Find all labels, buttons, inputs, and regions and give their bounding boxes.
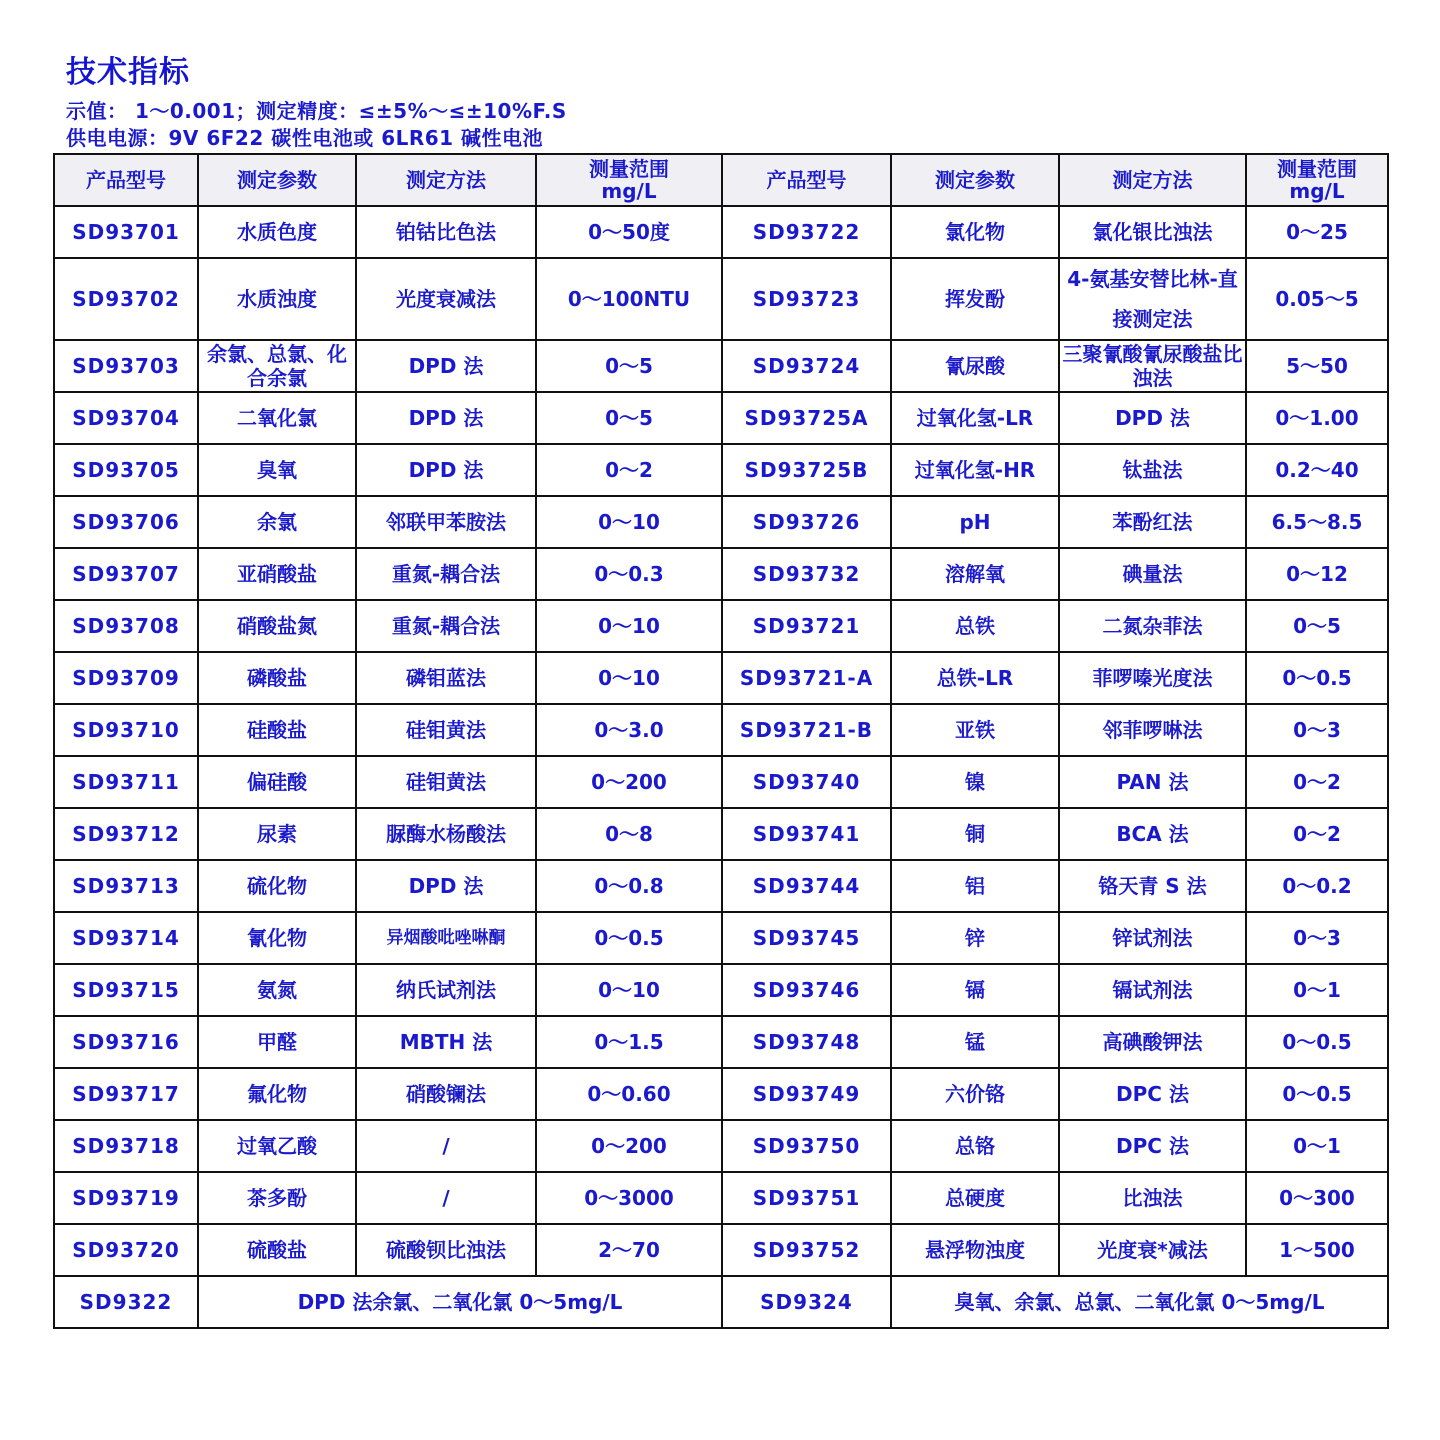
cell-method: 异烟酸吡唑啉酮 [356,912,536,964]
table-row [54,964,1388,1016]
cell-param: 铜 [891,808,1059,860]
cell-model: SD93725A [722,392,891,444]
cell-param: 镍 [891,756,1059,808]
cell-method: 二氮杂菲法 [1059,600,1246,652]
cell-range: 0～10 [536,600,722,652]
table-row [54,1068,1388,1120]
cell-model: SD93708 [54,600,198,652]
cell-model: SD93713 [54,860,198,912]
cell-model: SD93749 [722,1068,891,1120]
table-row [54,860,1388,912]
cell-method: DPD 法 [356,860,536,912]
cell-param: 过氧化氢-HR [891,444,1059,496]
cell-param: 二氧化氯 [198,392,356,444]
cell-model: SD93705 [54,444,198,496]
cell-method: 三聚氰酸氰尿酸盐比浊法 [1059,340,1246,392]
cell-range: 0～0.8 [536,860,722,912]
cell-method: / [356,1120,536,1172]
table-row [54,206,1388,258]
cell-param: 硅酸盐 [198,704,356,756]
cell-range: 0～2 [1246,808,1388,860]
footer-description: 臭氧、余氯、总氯、二氧化氯 0～5mg/L [891,1276,1388,1328]
cell-param: 硫酸盐 [198,1224,356,1276]
cell-range: 0～0.5 [1246,1068,1388,1120]
cell-param: 氰化物 [198,912,356,964]
footer-model: SD9324 [722,1276,891,1328]
cell-model: SD93748 [722,1016,891,1068]
cell-param: 氰尿酸 [891,340,1059,392]
cell-range: 0～10 [536,964,722,1016]
cell-method: 镉试剂法 [1059,964,1246,1016]
cell-range: 0～5 [1246,600,1388,652]
header-param: 测定参数 [891,154,1059,206]
cell-method: DPD 法 [1059,392,1246,444]
cell-param: 锰 [891,1016,1059,1068]
cell-model: SD93719 [54,1172,198,1224]
cell-param: 锌 [891,912,1059,964]
cell-method: DPD 法 [356,444,536,496]
cell-method: 铬天青 S 法 [1059,860,1246,912]
cell-range: 0.05～5 [1246,258,1388,340]
cell-method: PAN 法 [1059,756,1246,808]
page-title: 技术指标 [66,55,190,90]
cell-range: 0～100NTU [536,258,722,340]
cell-model: SD93709 [54,652,198,704]
cell-method: 苯酚红法 [1059,496,1246,548]
cell-method: 脲酶水杨酸法 [356,808,536,860]
cell-model: SD93711 [54,756,198,808]
cell-range: 0～5 [536,340,722,392]
cell-param: 氯化物 [891,206,1059,258]
cell-range: 0～2 [536,444,722,496]
header-range-label: 测量范围 [589,157,669,181]
cell-range: 0～25 [1246,206,1388,258]
table-header-row [54,154,1388,206]
cell-range: 0～1.5 [536,1016,722,1068]
cell-param: 茶多酚 [198,1172,356,1224]
cell-param: 水质浊度 [198,258,356,340]
cell-model: SD93724 [722,340,891,392]
cell-method: 光度衰减法 [356,258,536,340]
cell-range: 0～1 [1246,964,1388,1016]
cell-range: 0～0.60 [536,1068,722,1120]
table-row [54,340,1388,392]
cell-range: 0～0.5 [1246,1016,1388,1068]
cell-model: SD93721-B [722,704,891,756]
cell-param: 偏硅酸 [198,756,356,808]
cell-model: SD93744 [722,860,891,912]
cell-param: 氟化物 [198,1068,356,1120]
cell-method: 纳氏试剂法 [356,964,536,1016]
table-row [54,1120,1388,1172]
cell-method: 高碘酸钾法 [1059,1016,1246,1068]
table-row [54,548,1388,600]
cell-method: DPD 法 [356,340,536,392]
cell-range: 0～10 [536,652,722,704]
cell-range: 0～8 [536,808,722,860]
cell-method: 菲啰嗪光度法 [1059,652,1246,704]
table-row [54,808,1388,860]
cell-range: 0～3.0 [536,704,722,756]
cell-model: SD93722 [722,206,891,258]
cell-range: 0～200 [536,1120,722,1172]
header-model: 产品型号 [54,154,198,206]
header-model: 产品型号 [722,154,891,206]
table-row [54,444,1388,496]
cell-model: SD93721 [722,600,891,652]
header-range [536,154,722,206]
cell-param: 总硬度 [891,1172,1059,1224]
cell-model: SD93720 [54,1224,198,1276]
header-range [1246,154,1388,206]
cell-model: SD93710 [54,704,198,756]
cell-range: 2～70 [536,1224,722,1276]
cell-model: SD93721-A [722,652,891,704]
cell-model: SD93751 [722,1172,891,1224]
cell-param: pH [891,496,1059,548]
cell-range: 0～200 [536,756,722,808]
cell-param: 总铁 [891,600,1059,652]
cell-range: 0～0.2 [1246,860,1388,912]
cell-param: 甲醛 [198,1016,356,1068]
cell-method: 邻菲啰啉法 [1059,704,1246,756]
cell-param: 硫化物 [198,860,356,912]
cell-param: 溶解氧 [891,548,1059,600]
table-row [54,912,1388,964]
cell-model: SD93701 [54,206,198,258]
cell-param: 总铬 [891,1120,1059,1172]
cell-model: SD93702 [54,258,198,340]
cell-param: 氨氮 [198,964,356,1016]
cell-range: 1～500 [1246,1224,1388,1276]
table-row [54,652,1388,704]
cell-param: 镉 [891,964,1059,1016]
table-row [54,1224,1388,1276]
cell-range: 0～3 [1246,704,1388,756]
cell-model: SD93716 [54,1016,198,1068]
cell-method: 硅钼黄法 [356,704,536,756]
cell-range: 0～2 [1246,756,1388,808]
cell-param: 过氧化氢-LR [891,392,1059,444]
cell-param: 余氯、总氯、化合余氯 [198,340,356,392]
cell-model: SD93723 [722,258,891,340]
cell-method: 铂钴比色法 [356,206,536,258]
cell-model: SD93745 [722,912,891,964]
cell-method: DPD 法 [356,392,536,444]
footer-description: DPD 法余氯、二氧化氯 0～5mg/L [198,1276,722,1328]
cell-range: 0～3000 [536,1172,722,1224]
table-row [54,600,1388,652]
cell-model: SD93725B [722,444,891,496]
cell-param: 亚硝酸盐 [198,548,356,600]
cell-method: 重氮-耦合法 [356,600,536,652]
cell-param: 悬浮物浊度 [891,1224,1059,1276]
table-row [54,496,1388,548]
cell-param: 余氯 [198,496,356,548]
cell-method: / [356,1172,536,1224]
cell-method: 硝酸镧法 [356,1068,536,1120]
table-footer-row [54,1276,1388,1328]
cell-model: SD93726 [722,496,891,548]
cell-method: DPC 法 [1059,1120,1246,1172]
table-row [54,1172,1388,1224]
cell-range: 6.5～8.5 [1246,496,1388,548]
cell-range: 0～0.5 [536,912,722,964]
cell-range: 0～5 [536,392,722,444]
cell-method: 比浊法 [1059,1172,1246,1224]
cell-range: 0～12 [1246,548,1388,600]
spec-table [53,153,1389,1329]
cell-method: 钛盐法 [1059,444,1246,496]
cell-range: 0～0.5 [1246,652,1388,704]
cell-range: 0～3 [1246,912,1388,964]
cell-range: 0～0.3 [536,548,722,600]
cell-method: 锌试剂法 [1059,912,1246,964]
cell-range: 0～300 [1246,1172,1388,1224]
table-row [54,704,1388,756]
cell-model: SD93740 [722,756,891,808]
cell-param: 总铁-LR [891,652,1059,704]
table-row [54,1016,1388,1068]
cell-method: 硅钼黄法 [356,756,536,808]
cell-model: SD93718 [54,1120,198,1172]
cell-param: 过氧乙酸 [198,1120,356,1172]
cell-method: 4-氨基安替比林-直接测定法 [1059,258,1246,340]
cell-method: MBTH 法 [356,1016,536,1068]
cell-model: SD93715 [54,964,198,1016]
cell-range: 0～50度 [536,206,722,258]
cell-method: BCA 法 [1059,808,1246,860]
footer-model: SD9322 [54,1276,198,1328]
cell-param: 挥发酚 [891,258,1059,340]
cell-model: SD93746 [722,964,891,1016]
cell-range: 0～1.00 [1246,392,1388,444]
header-method: 测定方法 [356,154,536,206]
cell-param: 臭氧 [198,444,356,496]
cell-method: DPC 法 [1059,1068,1246,1120]
cell-model: SD93714 [54,912,198,964]
cell-model: SD93741 [722,808,891,860]
cell-model: SD93703 [54,340,198,392]
cell-model: SD93712 [54,808,198,860]
cell-param: 水质色度 [198,206,356,258]
cell-param: 铝 [891,860,1059,912]
cell-model: SD93706 [54,496,198,548]
cell-model: SD93752 [722,1224,891,1276]
cell-range: 0～1 [1246,1120,1388,1172]
table-row [54,258,1388,340]
cell-param: 六价铬 [891,1068,1059,1120]
power-supply-text: 供电电源：9V 6F22 碳性电池或 6LR61 碱性电池 [66,126,544,150]
header-range-label: 测量范围 [1277,157,1357,181]
cell-range: 0.2～40 [1246,444,1388,496]
cell-model: SD93750 [722,1120,891,1172]
cell-method: 碘量法 [1059,548,1246,600]
cell-param: 亚铁 [891,704,1059,756]
cell-model: SD93732 [722,548,891,600]
cell-range: 0～10 [536,496,722,548]
cell-param: 磷酸盐 [198,652,356,704]
header-range-unit: mg/L [601,179,657,203]
cell-method: 氯化银比浊法 [1059,206,1246,258]
cell-param: 硝酸盐氮 [198,600,356,652]
cell-model: SD93717 [54,1068,198,1120]
indication-precision-text: 示值： 1～0.001；测定精度：≤±5%～≤±10%F.S [66,99,567,123]
cell-model: SD93707 [54,548,198,600]
cell-method: 硫酸钡比浊法 [356,1224,536,1276]
cell-method: 光度衰*减法 [1059,1224,1246,1276]
cell-method: 重氮-耦合法 [356,548,536,600]
table-row [54,392,1388,444]
header-param: 测定参数 [198,154,356,206]
header-range-unit: mg/L [1289,179,1345,203]
cell-method: 邻联甲苯胺法 [356,496,536,548]
cell-param: 尿素 [198,808,356,860]
cell-method: 磷钼蓝法 [356,652,536,704]
cell-range: 5～50 [1246,340,1388,392]
cell-model: SD93704 [54,392,198,444]
header-method: 测定方法 [1059,154,1246,206]
table-row [54,756,1388,808]
